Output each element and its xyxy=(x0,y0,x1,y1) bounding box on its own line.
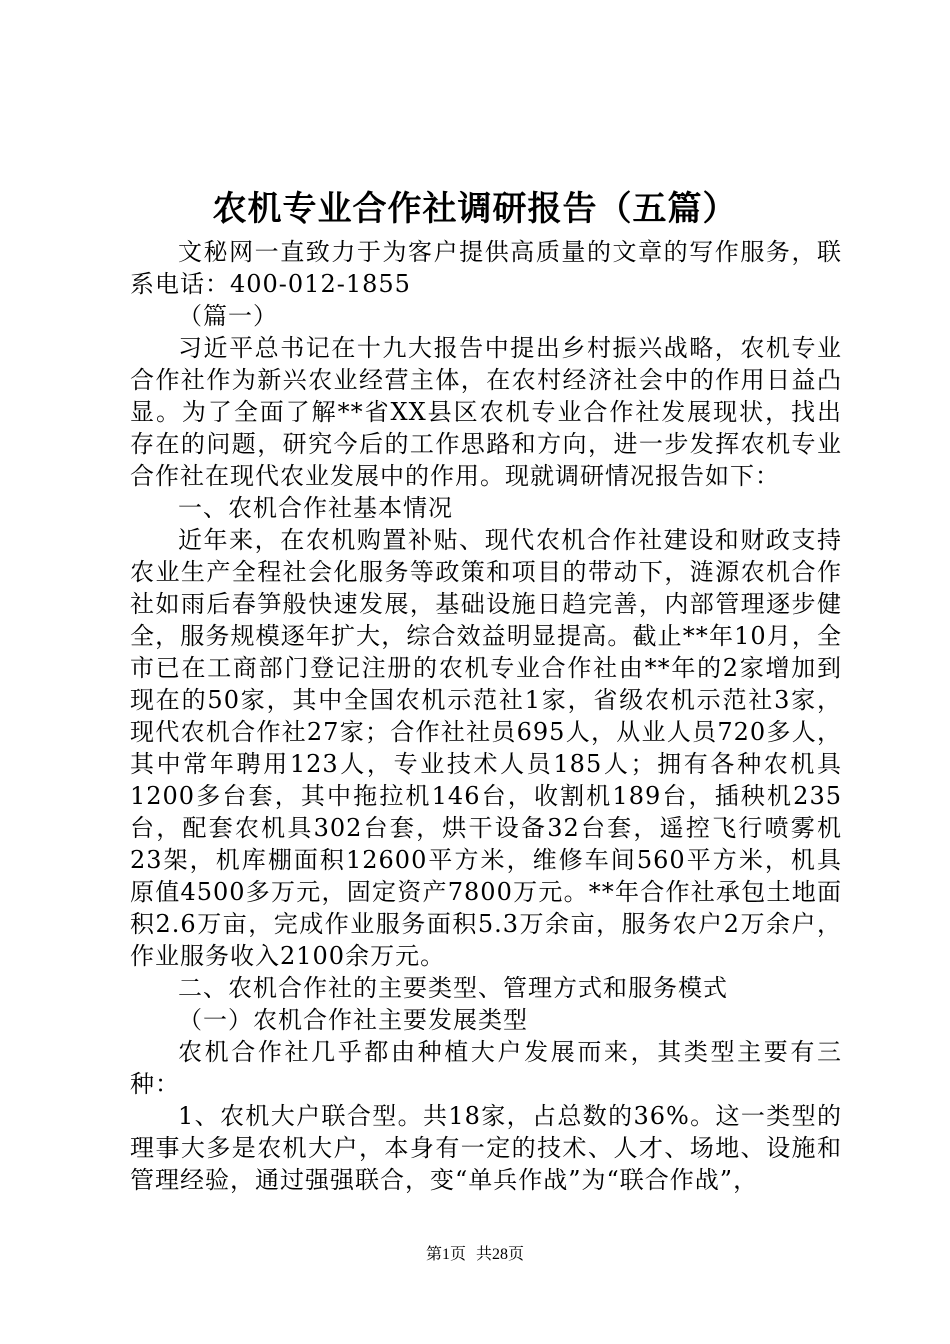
page-number: 第1页 xyxy=(425,1246,466,1263)
page-total: 共28页 xyxy=(476,1246,525,1263)
body-paragraph: 近年来，在农机购置补贴、现代农机合作社建设和财政支持农业生产全程社会化服务等政策和项目的带动下，涟源农机合作社如雨后春笋般快速发展，基础设施日趋完善，内部管理逐步健全，服务规模逐年扩大，综合效益明显提高。截止**年10月，全市已在工商部门登记注册的农机专业合作社由**年的2家增加到现在的50家，其中全国农机示范社1家，省级农机示范社3家，现代农机合作社27家；合作社社员695人，从业人员720多人，其中常年聘用123人，专业技术人员185人；拥有各种农机具1200多台套，其中拖拉机146台，收割机189台，插秧机235台，配套农机具302台套，烘干设备32台套，遥控飞行喷雾机23架，机库棚面积12600平方米，维修车间560平方米，机具原值4500多万元，固定资产7800万元。**年合作社承包土地面积2.6万亩，完成作业服务面积5.3万余亩，服务农户2万余户，作业服务收入2100余万元。 xyxy=(130,526,842,970)
subsection-heading: （一）农机合作社主要发展类型 xyxy=(178,1006,528,1034)
body-paragraph: 1、农机大户联合型。共18家，占总数的36%。这一类型的理事大多是农机大户，本身有一定的技术、人才、场地、设施和管理经验，通过强强联合，变“单兵作战”为“联合作战”， xyxy=(130,1102,842,1194)
document-body xyxy=(130,236,842,1196)
section-heading: 一、农机合作社基本情况 xyxy=(178,494,453,522)
body-paragraph: （篇一） xyxy=(178,302,278,330)
body-paragraph: 习近平总书记在十九大报告中提出乡村振兴战略，农机专业合作社作为新兴农业经营主体，在农村经济社会中的作用日益凸显。为了全面了解**省XX县区农机专业合作社发展现状，找出存在的问题，研究今后的工作思路和方向，进一步发挥农机专业合作社在现代农业发展中的作用。现就调研情况报告如下： xyxy=(130,334,842,490)
section-heading: 二、农机合作社的主要类型、管理方式和服务模式 xyxy=(178,974,728,1002)
body-paragraph: 文秘网一直致力于为客户提供高质量的文章的写作服务，联系电话：400-012-1855 xyxy=(130,238,842,298)
document-title: 农机专业合作社调研报告（五篇） xyxy=(212,189,738,229)
page-footer xyxy=(0,1244,950,1266)
body-paragraph: 农机合作社几乎都由种植大户发展而来，其类型主要有三种： xyxy=(130,1038,842,1098)
